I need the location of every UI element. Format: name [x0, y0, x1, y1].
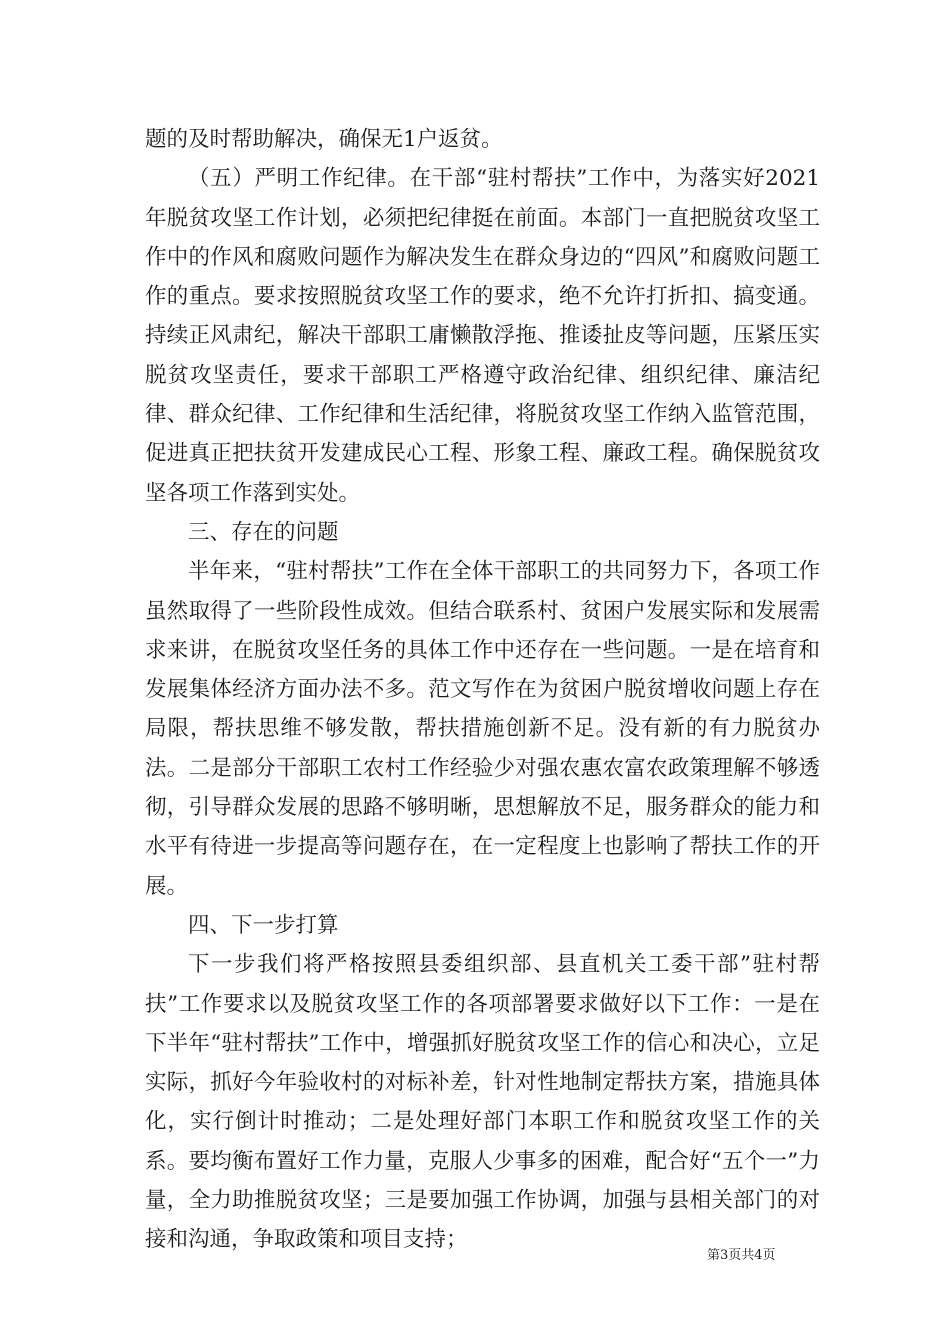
paragraph-continuation: 题的及时帮助解决，确保无1户返贫。 — [145, 127, 503, 152]
paragraph-problems: 半年来，“驻村帮扶”工作在全体干部职工的共同努力下，各项工作虽然取得了一些阶段性成效。但结合联系村、贫困户发展实际和发展需求来讲，在脱贫攻坚任务的具体工作中还存在一些问题。一是在培育和发展集体经济方面办法不多。范文写作在为贫困户脱贫增收问题上存在局限，帮扶思维不够发散，帮扶措施创新不足。没有新的有力脱贫办法。二是部分干部职工农村工作经验少对强农惠农富农政策理解不够透彻，引导群众发展的思路不够明晰，思想解放不足，服务群众的能力和水平有待进一步提高等问题存在，在一定程度上也影响了帮扶工作的开展。 — [145, 559, 820, 899]
section-heading-problems: 三、存在的问题 — [188, 519, 339, 545]
paragraph-work-discipline: （五）严明工作纪律。在干部“驻村帮扶”工作中，为落实好2021年脱贫攻坚工作计划，必须把纪律挺在前面。本部门一直把脱贫攻坚工作中的作风和腐败问题作为解决发生在群众身边的“四风”和腐败问题工作的重点。要求按照脱贫攻坚工作的要求，绝不允许打折扣、搞变通。持续正风肃纪，解决干部职工庸懒散浮拖、推诿扯皮等问题，压紧压实脱贫攻坚责任，要求干部职工严格遵守政治纪律、组织纪律、廉洁纪律、群众纪律、工作纪律和生活纪律，将脱贫攻坚工作纳入监管范围，促进真正把扶贫开发建成民心工程、形象工程、廉政工程。确保脱贫攻坚各项工作落到实处。 — [145, 166, 820, 506]
page-number-footer: 第3页共4页 — [707, 1248, 776, 1263]
paragraph-next-steps: 下一步我们将严格按照县委组织部、县直机关工委干部”驻村帮扶”工作要求以及脱贫攻坚工作的各项部署要求做好以下工作：一是在下半年“驻村帮扶”工作中，增强抓好脱贫攻坚工作的信心和决心，立足实际，抓好今年验收村的对标补差，针对性地制定帮扶方案，措施具体化，实行倒计时推动；二是处理好部门本职工作和脱贫攻坚工作的关系。要均衡布置好工作力量，克服人少事多的困难，配合好“五个一”力量，全力助推脱贫攻坚；三是要加强工作协调，加强与县相关部门的对接和沟通，争取政策和项目支持； — [145, 952, 820, 1253]
section-heading-next-steps: 四、下一步打算 — [188, 912, 339, 938]
document-body — [145, 120, 820, 1260]
